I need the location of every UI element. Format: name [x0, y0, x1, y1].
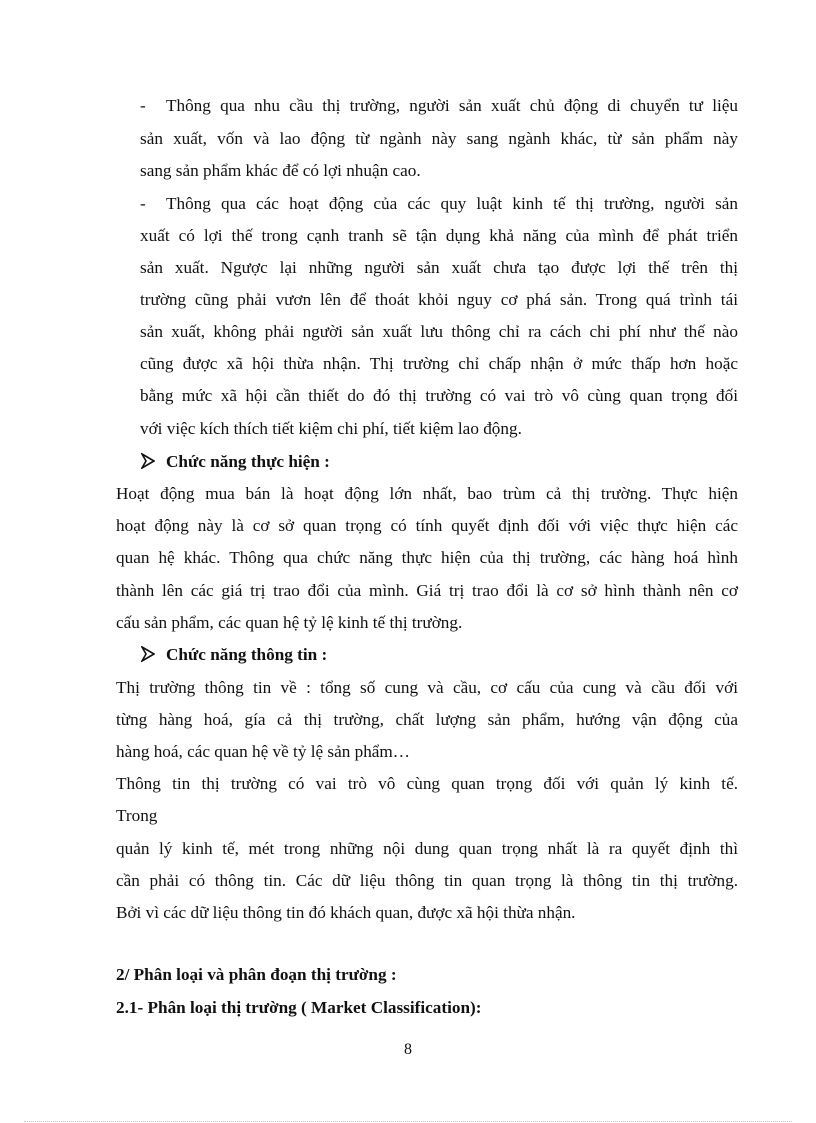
paragraph-line: sản xuất, vốn và lao động từ ngành này sang ngành khác, từ sản phẩm này: [140, 129, 738, 148]
page-bottom-divider: [24, 1121, 792, 1122]
paragraph-line: quản lý kinh tế, mét trong những nội dung quan trọng nhất là ra quyết định thì: [116, 839, 738, 858]
section-heading-information: Chức năng thông tin :: [166, 645, 328, 664]
paragraph-line: Trong: [116, 806, 158, 825]
paragraph-line: thành lên các giá trị trao đổi của mình. Giá trị trao đổi là cơ sở hình thành nên cơ: [116, 581, 738, 600]
section-heading-2: 2/ Phân loại và phân đoạn thị trường :: [116, 965, 397, 984]
paragraph-line: hàng hoá, các quan hệ về tỷ lệ sản phẩm…: [116, 742, 410, 761]
paragraph-line: cần phải có thông tin. Các dữ liệu thông tin quan trọng là thông tin thị trường.: [116, 871, 738, 890]
paragraph-line: trường cũng phải vươn lên để thoát khỏi nguy cơ phá sản. Trong quá trình tái: [140, 290, 738, 309]
paragraph-line: Bởi vì các dữ liệu thông tin đó khách quan, được xã hội thừa nhận.: [116, 903, 576, 922]
paragraph-line: Thông qua nhu cầu thị trường, người sản xuất chủ động di chuyển tư liệu: [166, 96, 738, 115]
page-number: 8: [404, 1041, 412, 1058]
paragraph-line: sản xuất. Ngược lại những người sản xuất chưa tạo được lợi thế trên thị: [140, 258, 738, 277]
paragraph-line: quan hệ khác. Thông qua chức năng thực hiện của thị trường, các hàng hoá hình: [116, 548, 738, 567]
paragraph-line: từng hàng hoá, gía cả thị trường, chất lượng sản phẩm, hướng vận động của: [116, 710, 738, 729]
paragraph-line: Thị trường thông tin về : tổng số cung và cầu, cơ cấu của cung và cầu đối với: [116, 678, 738, 697]
bullet-marker: -: [140, 194, 146, 213]
paragraph-line: với việc kích thích tiết kiệm chi phí, tiết kiệm lao động.: [140, 419, 522, 438]
arrowhead-bullet-icon: [141, 646, 155, 662]
paragraph-line: sang sản phẩm khác để có lợi nhuận cao.: [140, 161, 421, 180]
bullet-marker: -: [140, 96, 146, 115]
paragraph-line: Hoạt động mua bán là hoạt động lớn nhất, bao trùm cả thị trường. Thực hiện: [116, 484, 738, 503]
paragraph-line: bằng mức xã hội cần thiết do đó thị trường có vai trò vô cùng quan trọng đối: [140, 386, 738, 405]
paragraph-line: cấu sản phẩm, các quan hệ tỷ lệ kinh tế thị trường.: [116, 613, 463, 632]
paragraph-line: cũng được xã hội thừa nhận. Thị trường chỉ chấp nhận ở mức thấp hơn hoặc: [140, 354, 738, 373]
paragraph-line: Thông tin thị trường có vai trò vô cùng quan trọng đối với quản lý kinh tế.: [116, 774, 738, 793]
paragraph-line: sản xuất, không phải người sản xuất lưu thông chỉ ra cách chi phí như thế nào: [140, 322, 738, 341]
paragraph-line: Thông qua các hoạt động của các quy luật kinh tế thị trường, người sản: [166, 194, 738, 213]
arrowhead-bullet-icon: [141, 453, 155, 469]
paragraph-line: xuất có lợi thế trong cạnh tranh sẽ tận dụng khả năng của mình để phát triển: [140, 226, 738, 245]
paragraph-line: hoạt động này là cơ sở quan trọng có tính quyết định đối với việc thực hiện các: [116, 516, 738, 535]
section-heading-execution: Chức năng thực hiện :: [166, 452, 330, 471]
section-heading-2-1: 2.1- Phân loại thị trường ( Market Classification):: [116, 998, 482, 1017]
